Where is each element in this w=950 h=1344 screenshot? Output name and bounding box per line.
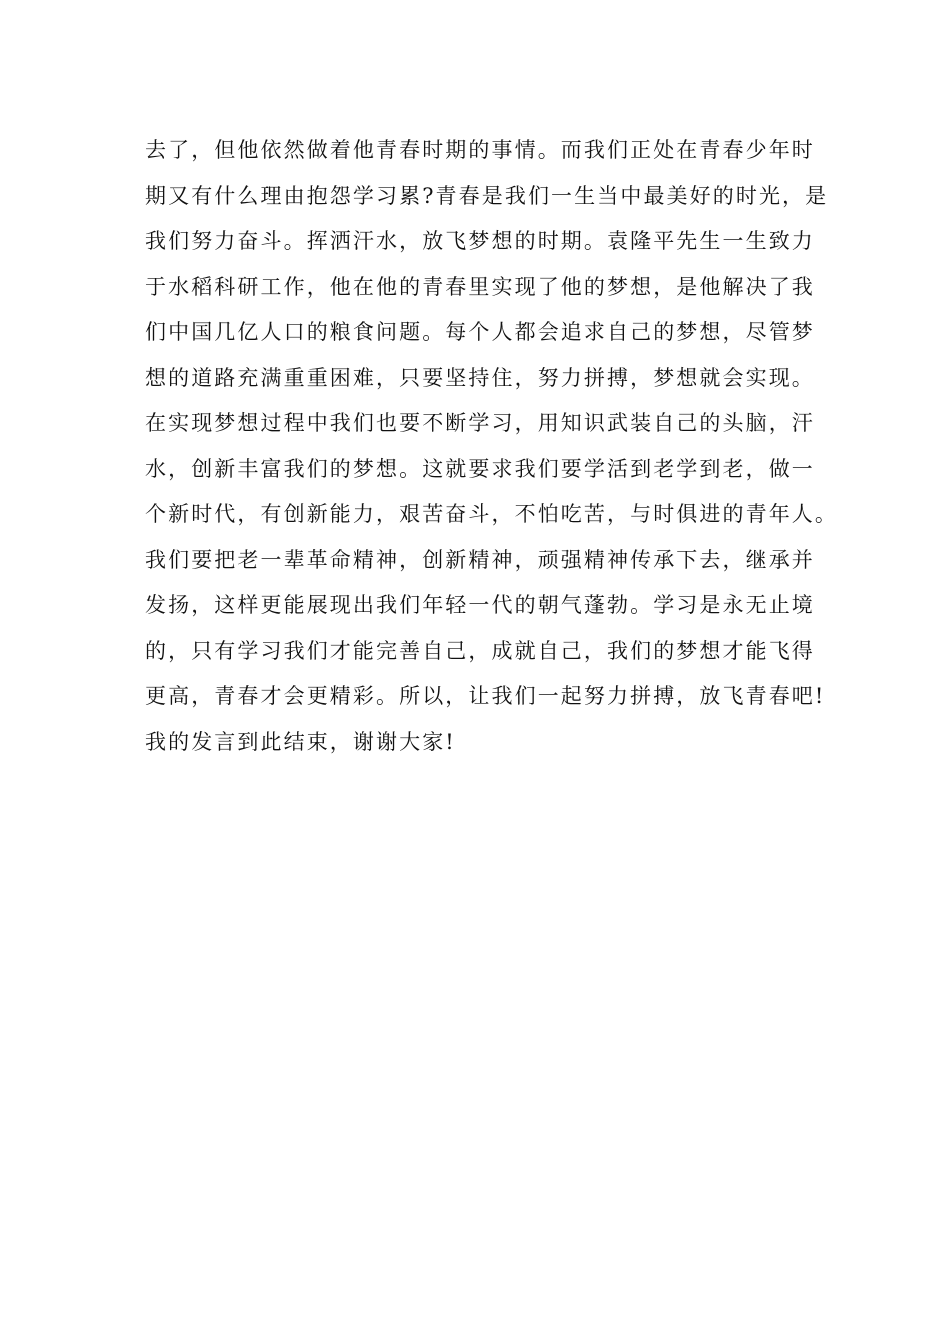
text-line: 去了，但他依然做着他青春时期的事情。而我们正处在青春少年时	[145, 138, 815, 162]
text-line: 于水稻科研工作，他在他的青春里实现了他的梦想，是他解决了我	[145, 274, 815, 299]
text-line: 们中国几亿人口的粮食问题。每个人都会追求自己的梦想，尽管梦	[145, 320, 815, 344]
text-line: 水，创新丰富我们的梦想。这就要求我们要学活到老学到老，做一	[145, 456, 815, 481]
text-line: 我们努力奋斗。挥洒汗水，放飞梦想的时期。袁隆平先生一生致力	[145, 229, 815, 253]
text-line: 个新时代，有创新能力，艰苦奋斗，不怕吃苦，与时俱进的青年人。	[145, 502, 838, 526]
text-line: 发扬，这样更能展现出我们年轻一代的朝气蓬勃。学习是永无止境	[145, 593, 815, 617]
text-line: 我的发言到此结束，谢谢大家!	[145, 729, 456, 754]
text-line: 期又有什么理由抱怨学习累?青春是我们一生当中最美好的时光，是	[145, 183, 829, 208]
text-line: 的，只有学习我们才能完善自己，成就自己，我们的梦想才能飞得	[145, 638, 815, 663]
text-line: 更高，青春才会更精彩。所以，让我们一起努力拼搏，放飞青春吧!	[145, 684, 826, 708]
text-line: 我们要把老一辈革命精神，创新精神，顽强精神传承下去，继承并	[145, 547, 815, 572]
text-line: 想的道路充满重重困难，只要坚持住，努力拼搏，梦想就会实现。	[145, 365, 815, 390]
body-text	[145, 128, 838, 765]
text-line: 在实现梦想过程中我们也要不断学习，用知识武装自己的头脑，汗	[145, 411, 815, 435]
